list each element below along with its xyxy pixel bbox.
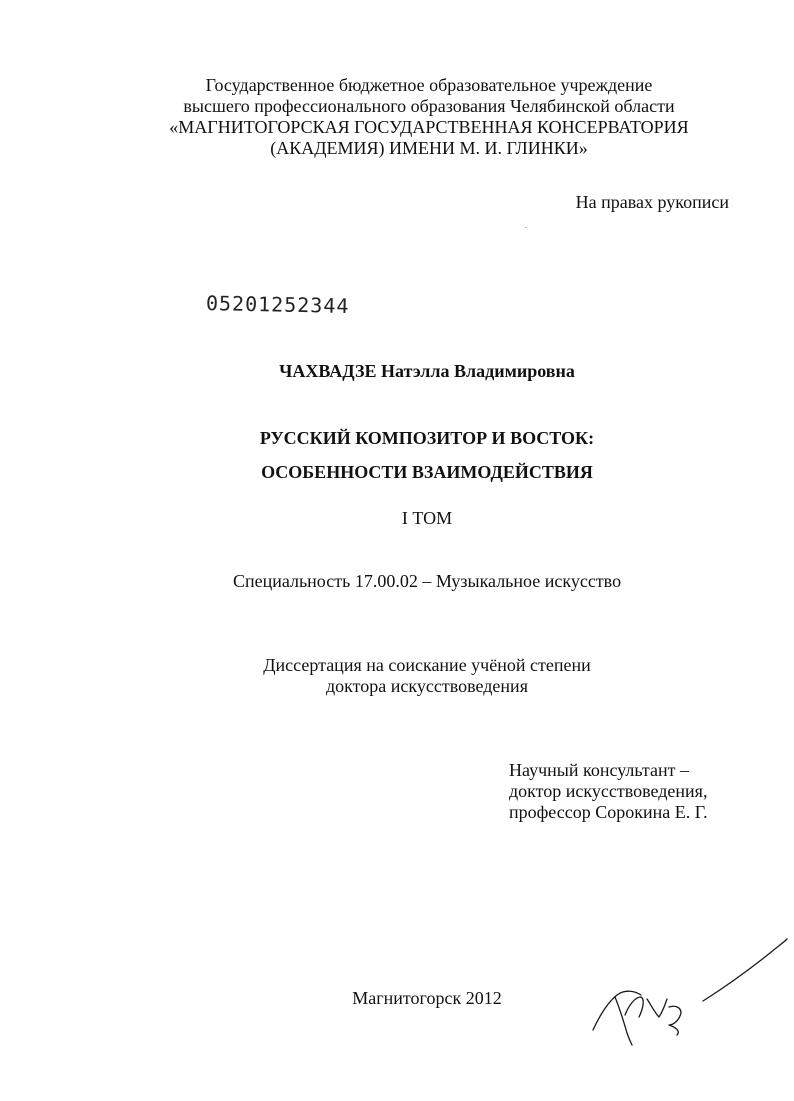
institution-line-2: высшего профессионального образования Челябинской области — [183, 96, 675, 116]
degree-line-1: Диссертация на соискание учёной степени — [263, 655, 591, 675]
dissertation-title — [30, 421, 794, 489]
institution-header — [32, 75, 794, 159]
consultant-line-1: Научный консультант – — [509, 760, 689, 780]
title-line-1: РУССКИЙ КОМПОЗИТОР И ВОСТОК: — [259, 428, 595, 448]
volume-label: I ТОМ — [401, 508, 453, 528]
institution-line-4: (АКАДЕМИЯ) ИМЕНИ М. И. ГЛИНКИ» — [270, 138, 588, 158]
degree-line-2: доктора искусствоведения — [326, 676, 528, 696]
city-year: Магнитогорск 2012 — [352, 988, 502, 1008]
author-name: ЧАХВАДЗЕ Натэлла Владимировна — [279, 361, 575, 381]
scan-speck — [525, 227, 527, 228]
consultant-line-3: профессор Сорокина Е. Г. — [509, 802, 708, 822]
institution-line-3: «МАГНИТОГОРСКАЯ ГОСУДАРСТВЕННАЯ КОНСЕРВАТОРИЯ — [169, 117, 689, 137]
consultant-line-2: доктор искусствоведения, — [509, 781, 708, 801]
degree-statement — [30, 655, 794, 697]
manuscript-rights-note: На правах рукописи — [575, 192, 729, 212]
institution-line-1: Государственное бюджетное образовательное учреждение — [205, 75, 653, 95]
scientific-consultant — [509, 760, 708, 823]
registration-number: 05201252344 — [205, 291, 350, 319]
handwritten-signature — [585, 935, 790, 1050]
specialty-line: Специальность 17.00.02 – Музыкальное искусство — [232, 571, 622, 591]
title-line-2: ОСОБЕННОСТИ ВЗАИМОДЕЙСТВИЯ — [261, 462, 593, 482]
